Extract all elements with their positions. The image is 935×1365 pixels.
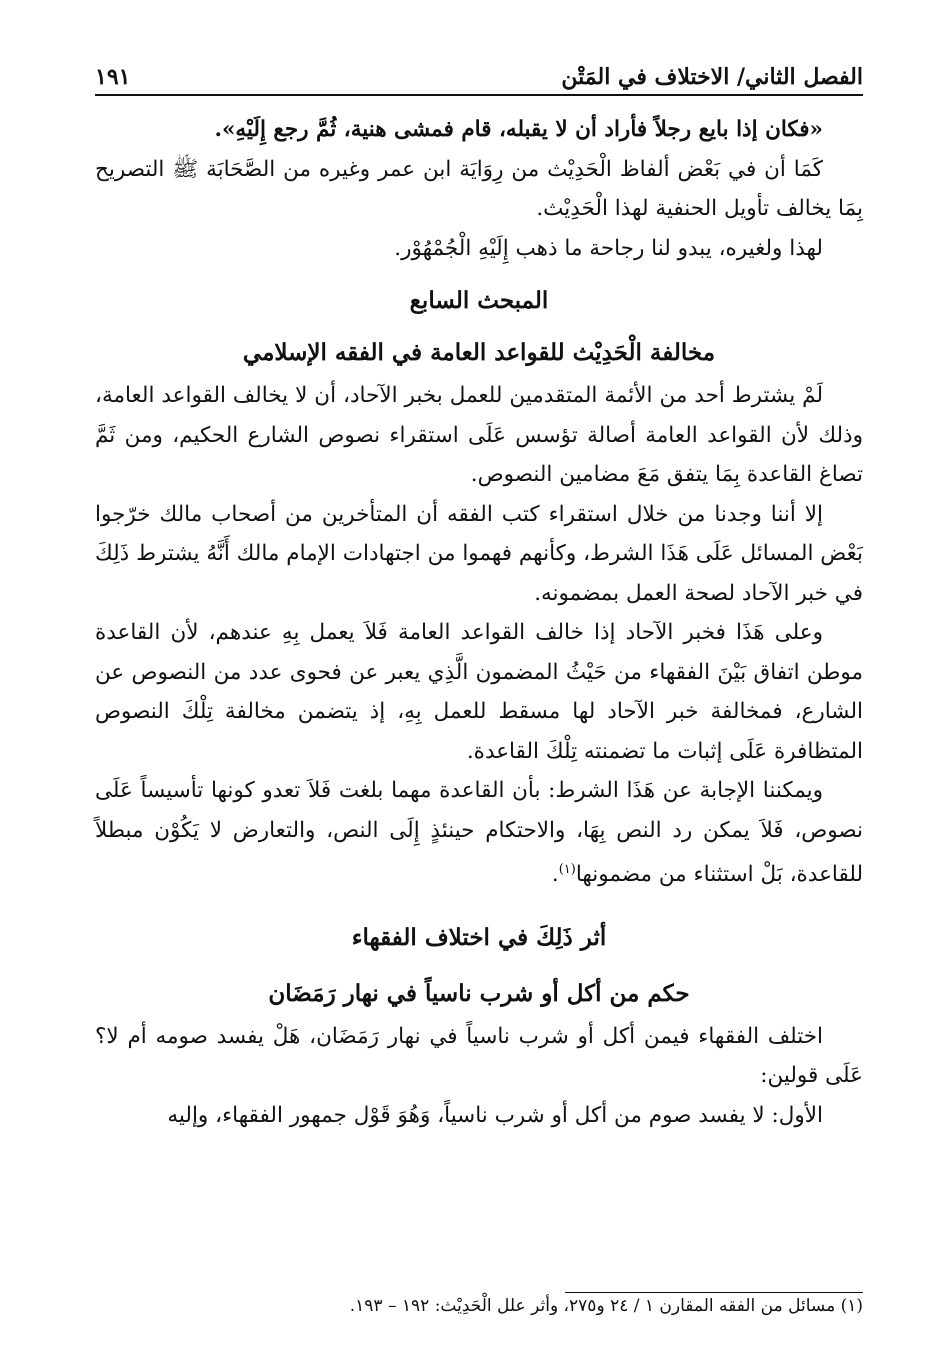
paragraph: إلا أننا وجدنا من خلال استقراء كتب الفقه أن المتأخرين من أصحاب مالك خرّجوا بَعْض المسائل عَلَى هَذَا الشرط، وكأنهم فهموا من اجتهادات الإمام مالك أَنَّهُ يشترط ذَلِكَ في خبر الآحاد لصحة العمل بمضمونه. xyxy=(95,501,863,606)
paragraph: لهذا ولغيره، يبدو لنا رجاحة ما ذهب إِلَيْهِ الْجُمْهُوْر. xyxy=(394,235,823,261)
footnote: (١) مسائل من الفقه المقارن ١ / ٢٤ و٢٧٥، وأثر علل الْحَدِيْث: ١٩٢ – ١٩٣. xyxy=(349,1296,863,1316)
chapter-title: الفصل الثاني/ الاختلاف في المَتْن xyxy=(561,64,863,90)
section-subheading: مخالفة الْحَدِيْث للقواعد العامة في الفقه الإسلامي xyxy=(242,339,716,366)
body-text xyxy=(95,110,863,1135)
paragraph: وعلى هَذَا فخبر الآحاد إذا خالف القواعد العامة فَلاَ يعمل بِهِ عندهم، لأن القاعدة موطن اتفاق بَيْنَ الفقهاء من حَيْثُ المضمون الَّذِي يعبر عن فحوى عدد من النصوص عن الشارع، فمخالفة خبر الآحاد لها مسقط للعمل بِهِ، إذ يتضمن مخالفة تِلْكَ النصوص المتظافرة عَلَى إثبات ما تضمنته تِلْكَ القاعدة. xyxy=(95,620,863,764)
paragraph-end: . xyxy=(551,862,559,888)
header-divider xyxy=(95,94,863,96)
section-heading: المبحث السابع xyxy=(409,287,549,314)
page-header xyxy=(95,56,863,90)
paragraph: كَمَا أن في بَعْض ألفاظ الْحَدِيْث من رِوَايَة ابن عمر وغيره من الصَّحَابَة ﷺ التصريح بِمَا يخالف تأويل الحنفية لهذا الْحَدِيْث. xyxy=(95,156,863,221)
footnote-ref: (١) xyxy=(558,862,576,877)
paragraph xyxy=(95,771,863,895)
paragraph-text: ويمكننا الإجابة عن هَذَا الشرط: بأن القاعدة مهما بلغت فَلاَ تعدو كونها تأسيساً عَلَى نصوص، فَلاَ يمكن رد النص بِهَا، والاحتكام حينئذٍ إِلَى النص، والتعارض لا يَكُوْن مبطلاً للقاعدة، بَلْ استثناء من مضمونها xyxy=(95,778,863,888)
book-page xyxy=(95,0,863,1365)
paragraph: الأول: لا يفسد صوم من أكل أو شرب ناسياً، وَهُوَ قَوْل جمهور الفقهاء، وإليه xyxy=(167,1102,823,1128)
section-subheading: حكم من أكل أو شرب ناسياً في نهار رَمَضَان xyxy=(268,979,690,1007)
paragraph: اختلف الفقهاء فيمن أكل أو شرب ناسياً في نهار رَمَضَان، هَلْ يفسد صومه أم لا؟ عَلَى قولين: xyxy=(95,1023,863,1089)
paragraph: لَمْ يشترط أحد من الأئمة المتقدمين للعمل بخبر الآحاد، أن لا يخالف القواعد العامة، وذلك لأن القواعد العامة أصالة تؤسس عَلَى استقراء نصوص الشارع الحكيم، ومن ثَمَّ تصاغ القاعدة بِمَا يتفق مَعَ مضامين النصوص. xyxy=(95,383,863,487)
section-heading: أثر ذَلِكَ في اختلاف الفقهاء xyxy=(351,923,607,951)
page-number: ١٩١ xyxy=(95,64,131,90)
quote-paragraph: «فكان إذا بايع رجلاً فأراد أن لا يقبله، قام فمشى هنية، ثُمَّ رجع إِلَيْهِ». xyxy=(214,117,823,142)
